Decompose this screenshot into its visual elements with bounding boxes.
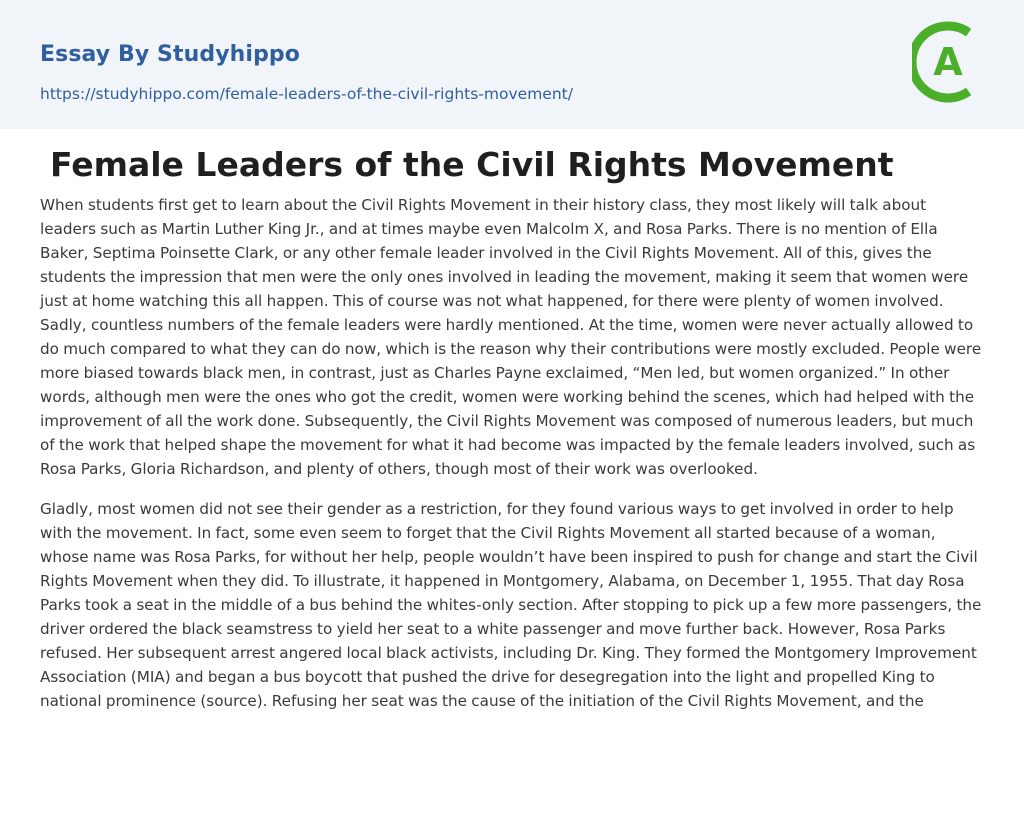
- site-header: [0, 0, 1024, 129]
- brand-title: Essay By Studyhippo: [40, 42, 300, 67]
- source-url-link[interactable]: https://studyhippo.com/female-leaders-of-the-civil-rights-movement/: [40, 85, 573, 103]
- essay-paragraph: When students first get to learn about the Civil Rights Movement in their history class, they most likely will talk about leaders such as Martin Luther King Jr., and at times maybe even Malcolm X, and Rosa Parks. There is no mention of Ella Baker, Septima Poinsette Clark, or any other female leader involved in the Civil Rights Movement. All of this, gives the students the impression that men were the only ones involved in leading the movement, making it seem that women were just at home watching this all happen. This of course was not what happened, for there were plenty of women involved. Sadly, countless numbers of the female leaders were hardly mentioned. At the time, women were never actually allowed to do much compared to what they can do now, which is the reason why their contributions were mostly excluded. People were more biased towards black men, in contrast, just as Charles Payne exclaimed, “Men led, but women organized.” In other words, although men were the ones who got the credit, women were working behind the scenes, which had helped with the improvement of all the work done. Subsequently, the Civil Rights Movement was composed of numerous leaders, but much of the work that helped shape the movement for what it had become was impacted by the female leaders involved, such as Rosa Parks, Gloria Richardson, and plenty of others, though most of their work was overlooked.: [40, 196, 982, 478]
- essay-paragraph: Gladly, most women did not see their gender as a restriction, for they found various ways to get involved in order to help with the movement. In fact, some even seem to forget that the Civil Rights Movement all started because of a woman, whose name was Rosa Parks, for without her help, people wouldn’t have been inspired to push for change and start the Civil Rights Movement when they did. To illustrate, it happened in Montgomery, Alabama, on December 1, 1955. That day Rosa Parks took a seat in the middle of a bus behind the whites-only section. After stopping to pick up a few more passengers, the driver ordered the black seamstress to yield her seat to a white passenger and move further back. However, Rosa Parks refused. Her subsequent arrest angered local black activists, including Dr. King. They formed the Montgomery Improvement Association (MIA) and began a bus boycott that pushed the drive for desegregation into the light and propelled King to national prominence (source). Refusing her seat was the cause of the initiation of the Civil Rights Movement, and the: [40, 500, 982, 710]
- logo-letter: A: [933, 40, 963, 84]
- studyhippo-logo[interactable]: [912, 20, 986, 104]
- essay-body: [40, 193, 986, 729]
- essay-title: Female Leaders of the Civil Rights Movement: [50, 145, 894, 184]
